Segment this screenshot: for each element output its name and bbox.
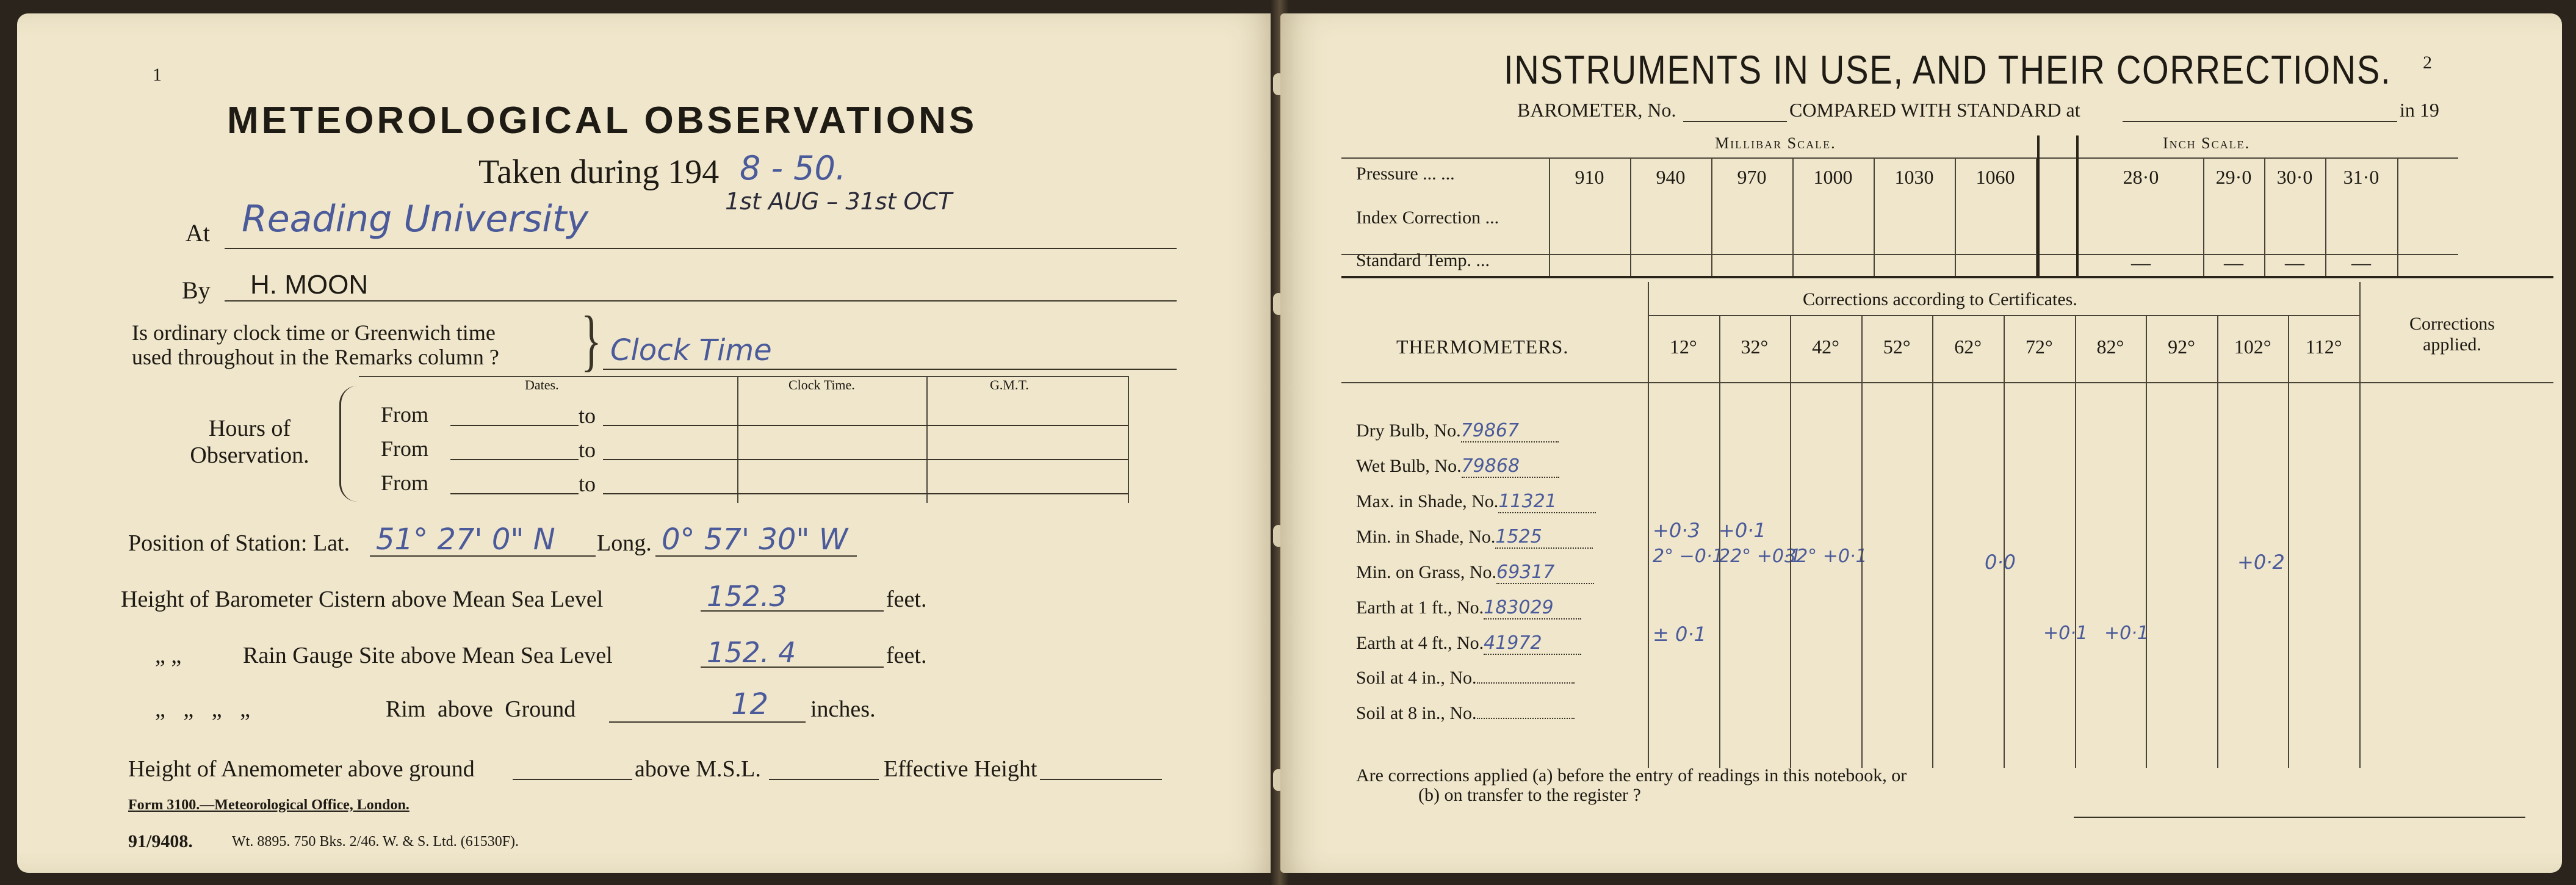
instrument-number: 41972 [1484, 632, 1581, 655]
barometer-label: BAROMETER, No. [1517, 99, 1676, 121]
clock-time-header: Clock Time. [788, 377, 855, 392]
rain-gauge-value: 152. 4 [707, 636, 796, 669]
instrument-row [1356, 420, 1647, 442]
clock-question-value: Clock Time [610, 333, 772, 367]
clock-question-line1: Is ordinary clock time or Greenwich time [132, 320, 496, 345]
millibar-1000: 1000 [1813, 166, 1853, 188]
instrument-row [1356, 668, 1647, 688]
corrections-applied-header: Corrections applied. [2409, 314, 2495, 355]
instrument-row [1356, 491, 1647, 513]
barometer-height-unit: feet. [886, 587, 927, 612]
inch-scale-label: Inch Scale. [2163, 134, 2251, 152]
instrument-label: Earth at 1 ft., No. [1356, 598, 1484, 618]
question-line1: Are corrections applied (a) before the entry of readings in this notebook, or [1356, 765, 1907, 786]
inch-28: 28·0 [2123, 166, 2159, 188]
instrument-row [1356, 562, 1647, 584]
instrument-label: Min. on Grass, No. [1356, 562, 1496, 582]
millibar-940: 940 [1656, 166, 1686, 188]
instrument-number: 11321 [1498, 491, 1596, 513]
position-label: Position of Station: Lat. [128, 530, 350, 556]
page-number-left: 1 [153, 65, 162, 85]
rim-unit: inches. [810, 696, 876, 722]
anemometer-msl: above M.S.L. [635, 756, 761, 782]
by-label: By [182, 276, 211, 304]
millibar-1030: 1030 [1894, 166, 1934, 188]
temp-column-divider [1932, 315, 1933, 768]
temp-header-7: 92° [2168, 336, 2195, 358]
to-label-1: to [579, 403, 596, 428]
compared-label: COMPARED WITH STANDARD at [1789, 99, 2080, 121]
at-value: Reading University [242, 198, 588, 240]
instrument-number: 183029 [1484, 597, 1581, 620]
form-number: Form 3100.—Meteorological Office, London. [128, 797, 409, 813]
dates-header: Dates. [525, 377, 559, 392]
instrument-number: 79868 [1462, 455, 1559, 478]
temp-column-divider [2004, 315, 2005, 768]
instrument-number [1477, 718, 1575, 719]
temp-header-4: 62° [1954, 336, 1982, 358]
temp-header-0: 12° [1669, 336, 1697, 358]
rain-gauge-ditto: „ „ [155, 643, 182, 668]
longitude-label: Long. [597, 530, 652, 556]
taken-during-years: 8 - 50. [740, 149, 846, 187]
hw-grass-applied: +0·2 [2237, 551, 2285, 574]
temp-column-divider [2146, 315, 2147, 768]
print-info: Wt. 8895. 750 Bks. 2/46. W. & S. Ltd. (61530F). [232, 834, 519, 850]
anemometer-label: Height of Anemometer above ground [128, 756, 475, 782]
instrument-label: Soil at 8 in., No. [1356, 703, 1477, 723]
page-number-right: 2 [2423, 52, 2432, 73]
rim-ditto: „ „ „ „ [155, 696, 250, 722]
temp-column-divider [2217, 315, 2218, 768]
instrument-number: 69317 [1496, 562, 1594, 584]
temp-column-divider [1719, 315, 1720, 768]
temp-header-2: 42° [1812, 336, 1839, 358]
temp-column-divider [1790, 315, 1791, 768]
pressure-row-label: Pressure ... ... [1356, 164, 1455, 184]
corrections-header: Corrections according to Certificates. [1803, 289, 2077, 309]
instrument-row [1356, 632, 1647, 655]
hw-min-shade-32: +0·1 [1719, 519, 1766, 542]
standard-temp-row-label: Standard Temp. ... [1356, 250, 1490, 270]
hw-grass-42: 32° +0·1 [1784, 546, 1867, 567]
temp-header-1: 32° [1741, 336, 1769, 358]
hw-grass-32: 22° +0·1 [1719, 546, 1802, 567]
to-label-3: to [579, 472, 596, 496]
inch-30: 30·0 [2276, 166, 2313, 188]
instrument-label: Min. in Shade, No. [1356, 527, 1496, 547]
left-page: 1 METEOROLOGICAL OBSERVATIONS Taken during 194 8 - 50. 1st AUG – 31st OCT At Reading University By H. MOON Is ordinary clock time or Greenwich time used throughout in the Remarks column ? } Clock Time Hours of Observation. Dates. Clock Time. G.M.T. From to From to From to Position of Station: Lat. 51° 27' 0" N Long. 0° 57' 30" W Height of Barometer Cistern above Mean Sea Level 152.3 feet. „ „ Rain Gauge Site above Mean Sea Level 152. 4 feet. „ „ „ „ Rim above Ground 12 inches. Height of Anemometer above ground above M.S.L. Effective Height Form 3100.—Meteorological Office, London. 91/9408. Wt. 8895. 750 Bks. 2/46. W. & S. Ltd. (61530F). [17, 13, 1275, 873]
dash-31: — [2351, 251, 2371, 273]
right-page [1280, 13, 2562, 873]
gmt-header: G.M.T. [990, 377, 1029, 392]
to-label-2: to [579, 438, 596, 462]
instrument-label: Dry Bulb, No. [1356, 421, 1461, 441]
dash-29: — [2224, 251, 2243, 273]
from-label-2: From [381, 436, 429, 461]
temp-column-divider [2075, 315, 2076, 768]
instrument-row [1356, 455, 1647, 478]
instrument-number: 1525 [1495, 526, 1593, 549]
instrument-row [1356, 597, 1647, 620]
hours-brace [339, 386, 359, 502]
from-label-1: From [381, 402, 429, 427]
by-value: H. MOON [250, 270, 369, 300]
latitude-value: 51° 27' 0" N [376, 522, 555, 557]
index-correction-row-label: Index Correction ... [1356, 208, 1499, 228]
hw-grass-12: 2° −0·1 [1653, 546, 1724, 567]
inch-29: 29·0 [2215, 166, 2252, 188]
instrument-number [1477, 682, 1575, 684]
temp-header-3: 52° [1883, 336, 1911, 358]
millibar-910: 910 [1575, 166, 1604, 188]
instrument-label: Max. in Shade, No. [1356, 491, 1499, 511]
from-label-3: From [381, 471, 429, 495]
print-code: 91/9408. [128, 831, 193, 851]
at-label: At [186, 219, 210, 247]
barometer-height-label: Height of Barometer Cistern above Mean Sea Level [121, 587, 604, 612]
hw-earth4-82: +0·1 [2043, 623, 2088, 644]
millibar-970: 970 [1737, 166, 1767, 188]
instrument-label: Earth at 4 ft., No. [1356, 633, 1484, 653]
instrument-row [1356, 526, 1647, 549]
millibar-scale-label: Millibar Scale. [1715, 134, 1836, 152]
clock-question-line2: used throughout in the Remarks column ? [132, 345, 499, 369]
longitude-value: 0° 57' 30" W [662, 522, 848, 557]
instrument-row [1356, 703, 1647, 724]
thermometers-header: THERMOMETERS. [1396, 336, 1569, 358]
dash-30: — [2285, 251, 2304, 273]
temp-header-8: 102° [2234, 336, 2271, 358]
temp-column-divider [1861, 315, 1863, 768]
dash-28: — [2131, 251, 2151, 273]
temp-header-6: 82° [2096, 336, 2124, 358]
rim-value: 12 [731, 687, 769, 721]
rim-label: Rim above Ground [386, 696, 576, 722]
anemometer-effective: Effective Height [884, 756, 1037, 782]
instrument-label: Wet Bulb, No. [1356, 456, 1462, 476]
instruments-title: INSTRUMENTS IN USE, AND THEIR CORRECTIONS. [1504, 47, 2392, 92]
temp-header-9: 112° [2305, 336, 2342, 358]
millibar-1060: 1060 [1975, 166, 2015, 188]
instrument-number: 79867 [1461, 420, 1559, 442]
hw-earth4-92: +0·1 [2104, 623, 2149, 644]
page-title: METEOROLOGICAL OBSERVATIONS [227, 99, 978, 142]
temp-header-5: 72° [2025, 336, 2053, 358]
rain-gauge-label: Rain Gauge Site above Mean Sea Level [243, 643, 613, 668]
in-year-label: in 19 [2400, 99, 2439, 121]
hw-min-shade-12: +0·3 [1653, 519, 1700, 542]
temp-column-divider [2288, 315, 2289, 768]
taken-during-note: 1st AUG – 31st OCT [725, 188, 953, 215]
instrument-label: Soil at 4 in., No. [1356, 668, 1477, 688]
hw-grass-72: 0·0 [1985, 551, 2016, 574]
hw-earth4-12: ± 0·1 [1653, 623, 1706, 646]
barometer-height-value: 152.3 [707, 580, 787, 613]
inch-31: 31·0 [2343, 166, 2379, 188]
taken-during-label: Taken during 194 [478, 153, 720, 191]
rain-gauge-unit: feet. [886, 643, 927, 668]
hours-label: Hours of Observation. [190, 416, 309, 468]
question-line2: (b) on transfer to the register ? [1418, 785, 1641, 805]
